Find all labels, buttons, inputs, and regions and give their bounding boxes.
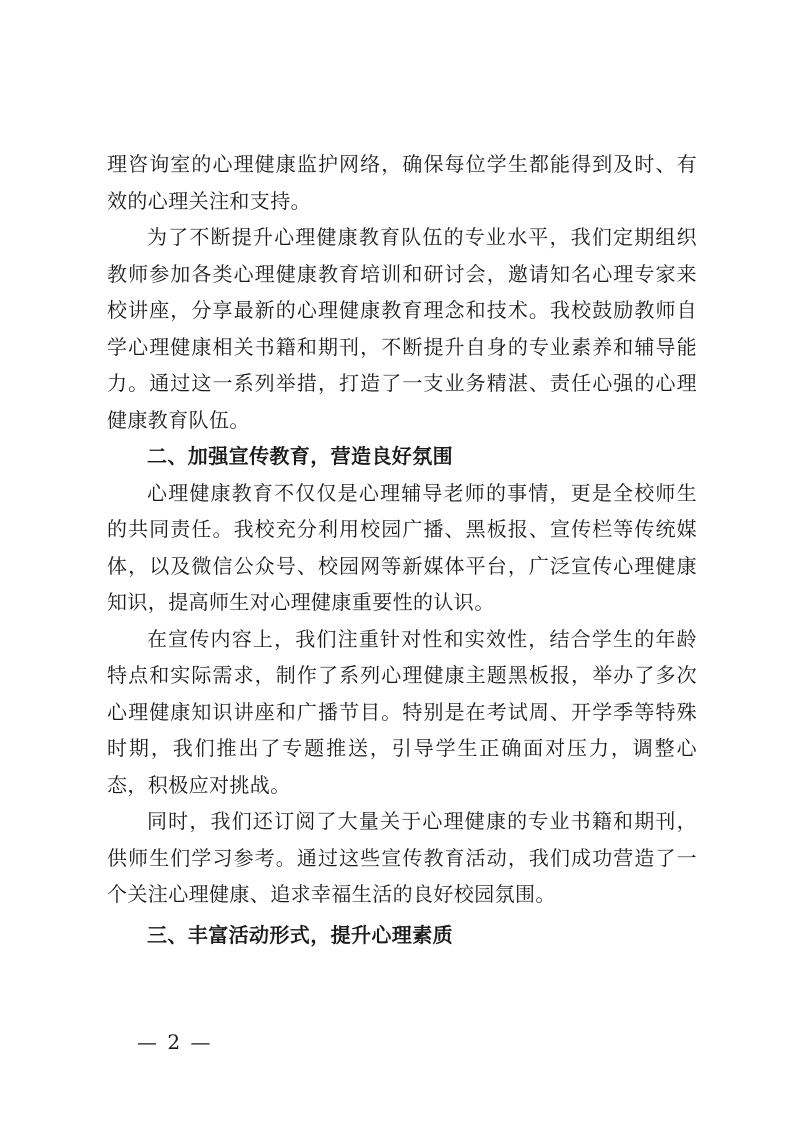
paragraph-continuation: 理咨询室的心理健康监护网络，确保每位学生都能得到及时、有效的心理关注和支持。 <box>107 152 697 213</box>
paragraph-team-training: 为了不断提升心理健康教育队伍的专业水平，我们定期组织教师参加各类心理健康教育培训和研讨会，邀请知名心理专家来校讲座，分享最新的心理健康教育理念和技术。我校鼓励教师自学心理健康相关书籍和期刊，不断提升自身的专业素养和辅导能力。通过这一系列举措，打造了一支业务精湛、责任心强的心理健康教育队伍。 <box>107 225 697 432</box>
paragraph-publicity-content: 在宣传内容上，我们注重针对性和实效性，结合学生的年龄特点和实际需求，制作了系列心理健康主题黑板报，举办了多次心理健康知识讲座和广播节目。特别是在考试周、开学季等特殊时期，我们推出了专题推送，引导学生正确面对压力，调整心态，积极应对挑战。 <box>107 626 697 797</box>
paragraph-shared-responsibility: 心理健康教育不仅仅是心理辅导老师的事情，更是全校师生的共同责任。我校充分利用校园广播、黑板报、宣传栏等传统媒体，以及微信公众号、校园网等新媒体平台，广泛宣传心理健康知识，提高师生对心理健康重要性的认识。 <box>107 480 697 614</box>
page-number: — 2 — <box>137 1030 213 1054</box>
section-heading-activities: 三、丰富活动形式，提升心理素质 <box>147 922 453 947</box>
paragraph-reading-materials: 同时，我们还订阅了大量关于心理健康的专业书籍和期刊，供师生们学习参考。通过这些宣传教育活动，我们成功营造了一个关注心理健康、追求幸福生活的良好校园氛围。 <box>107 809 697 906</box>
section-heading-publicity: 二、加强宣传教育，营造良好氛围 <box>147 444 453 468</box>
document-body <box>107 146 697 953</box>
